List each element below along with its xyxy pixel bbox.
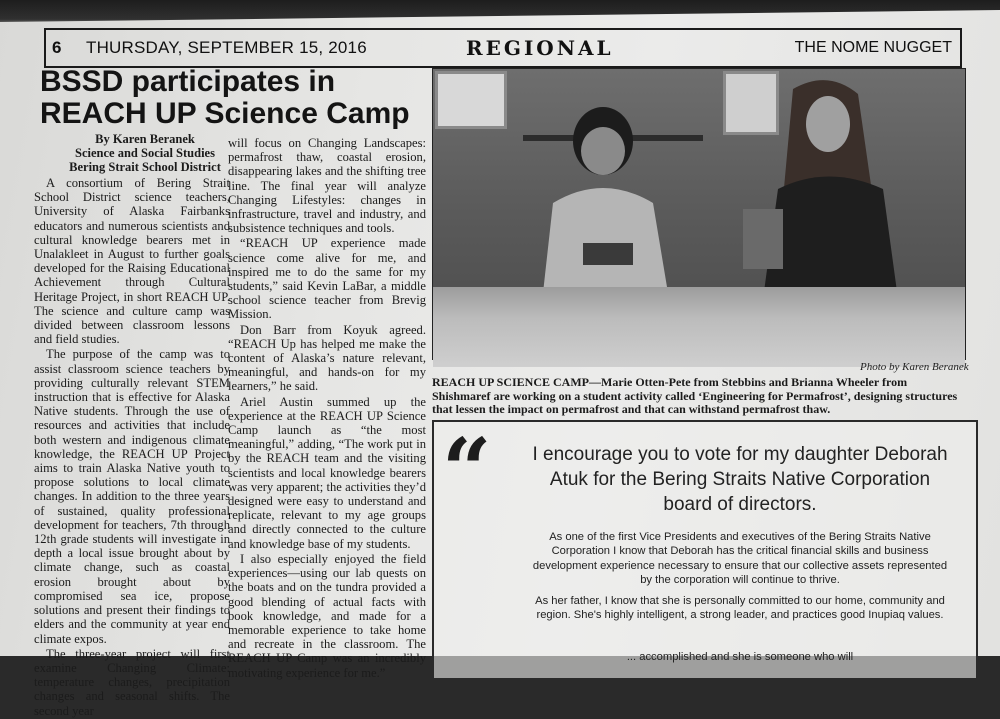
byline-org: Bering Strait School District: [69, 160, 221, 174]
article-column-1: [34, 176, 230, 719]
section-name: REGIONAL: [466, 36, 614, 60]
byline: [50, 132, 240, 174]
article-column-2: [228, 136, 426, 681]
paper-name: THE NOME NUGGET: [794, 39, 952, 56]
ad-paragraph: As one of the first Vice Presidents and executives of the Bering Straits Native Corporation I know that Deborah has the critical financial skills and business development experience necessary to ensure that our collective assets represented by the corporation will continue to thrive.: [532, 531, 948, 587]
article-paragraph: A consortium of Bering Strait School District science teachers, University of Alaska Fairbanks educators and numerous scientists and cultural knowledge bearers met in Unalakleet in August to further goals developed for the Raising Educational Achievement through Cultural Heritage Project, in short REACH UP. The science and culture camp was divided between classroom lessons and field studies.: [34, 176, 230, 347]
article-paragraph: The three-year project will first examine Changing Climate: temperature changes, precipitation changes and seasonal shifts. The second year: [34, 646, 230, 718]
advertisement-box: [432, 420, 978, 680]
quote-mark-icon: “: [442, 420, 486, 521]
article-paragraph: Don Barr from Koyuk agreed. “REACH Up has helped me make the content of Alaska’s nature relevant, meaningful, and hands-on for my learners,” he said.: [228, 322, 426, 394]
article-paragraph: Ariel Austin summed up the experience at the REACH UP Science Camp launch as “the most meaningful,” adding, “The work put in by the REACH team and the visiting scientists and local knowledge bearers was very apparent; the activities they’d designed were easy to understand and replicate, relevant to my age groups and directly connected to the culture and knowledge base of my students.: [228, 394, 426, 551]
issue-date: THURSDAY, SEPTEMBER 15, 2016: [86, 38, 367, 57]
page-number: 6: [52, 38, 62, 57]
ad-headline: I encourage you to vote for my daughter Deborah Atuk for the Bering Straits Native Corporation board of directors.: [532, 444, 948, 515]
article-paragraph: I also especially enjoyed the field experiences—using our lab quests on the boats and on the tundra provided a good blending of actual facts with book knowledge, and made for a memorable experience to take home and recreate in the classroom. The REACH UP Camp was an incredibly motivating experience for me.”: [228, 551, 426, 680]
article-photo: [432, 68, 966, 360]
photo-table: [433, 287, 965, 367]
ad-paragraph: As her father, I know that she is personally committed to our home, community and region. She's highly intelligent, a strong leader, and practices good Inupiaq values.: [535, 595, 945, 622]
page-header: [44, 28, 962, 68]
photo-caption: REACH UP SCIENCE CAMP—Marie Otten-Pete from Stebbins and Brianna Wheeler from Shishmaref are working on a student activity called ‘Engineering for Permafrost’, designing structures that lessen the impact on permafrost and that can withstand permafrost thaw.: [432, 375, 958, 416]
photo-student-left: [503, 93, 703, 293]
photo-student-right: [723, 69, 933, 299]
article-paragraph: “REACH UP experience made science come alive for me, and inspired me to do the same for my students,” said Kevin LaBar, a middle school science teacher from Brevig Mission.: [228, 236, 426, 322]
article-paragraph: The purpose of the camp was to assist classroom science teachers by providing culturally relevant STEM instruction that is effective for Alaska Native students. Through the use of resources and activities that include both western and indigenous climate knowledge, the REACH UP Project aims to train Alaska Native youth to propose solutions to local climate changes. In addition to the three years of sustained, quality professional development for teachers, 7th through 12th grade students will investigate in depth a local issue brought about by climate change, such as coastal erosion brought about by compromised sea ice, propose solutions and present their findings to elders and the community at year end climate expos.: [34, 347, 230, 646]
byline-name: By Karen Beranek: [95, 132, 195, 146]
photo-window: [435, 71, 507, 129]
article-headline: BSSD participates in REACH UP Science Camp: [40, 65, 410, 130]
ad-paragraph: ... accomplished and she is someone who will: [626, 651, 854, 663]
photo-credit: Photo by Karen Beranek: [860, 361, 969, 373]
byline-title: Science and Social Studies: [75, 146, 215, 160]
article-paragraph: will focus on Changing Landscapes: permafrost thaw, coastal erosion, disappearing lakes and the shifting tree line. The final year will analyze Changing Lifestyles: changes in infrastructure, travel and industry, and subsistence techniques and tools.: [228, 136, 426, 236]
